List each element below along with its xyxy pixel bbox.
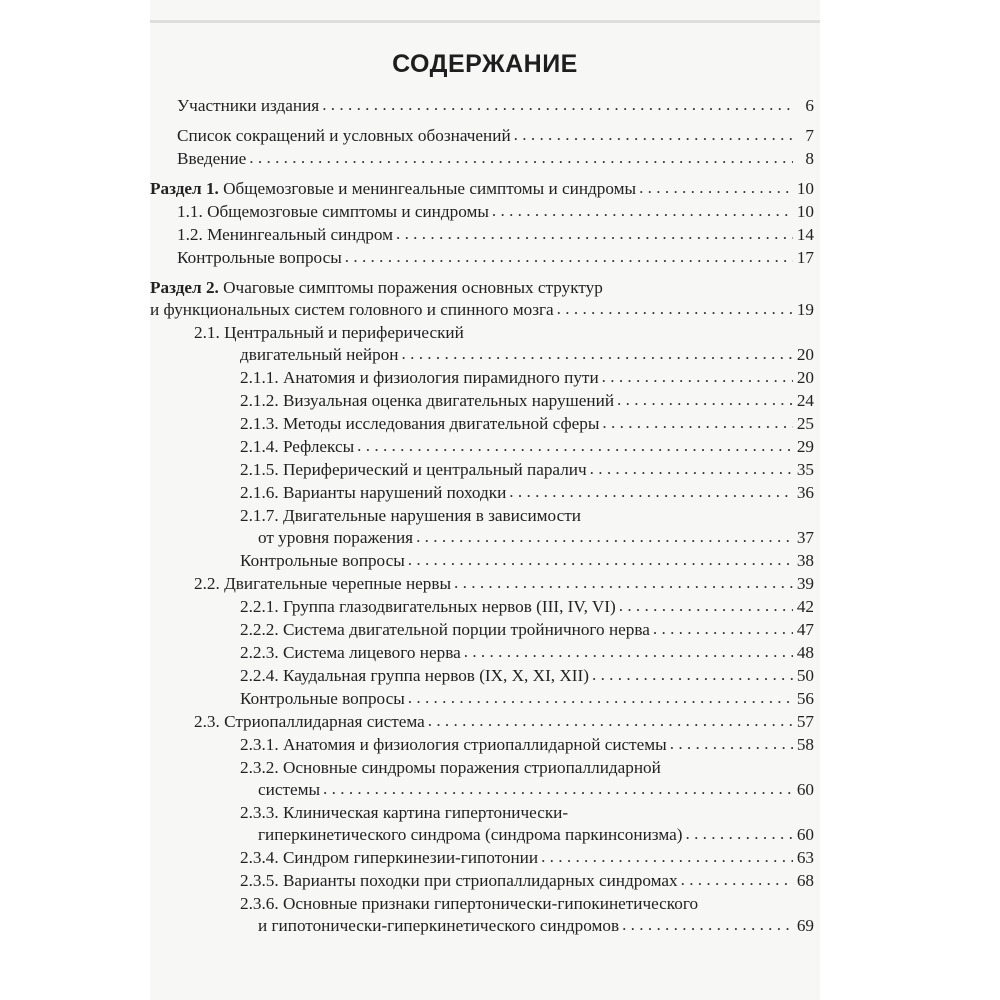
leader-dots <box>408 548 793 571</box>
page-number: 56 <box>796 689 814 708</box>
toc-entry: 2.2.1. Группа глазодвигательных нервов (III, IV, VI) . . . 42 <box>150 595 820 618</box>
page-number: 39 <box>796 574 814 593</box>
toc-entry: 1.2. Менингеальный синдром . . . 14 <box>150 223 820 246</box>
page-number: 37 <box>796 528 814 547</box>
page-number: 60 <box>796 780 814 799</box>
leader-dots <box>681 868 793 891</box>
leader-dots <box>357 434 793 457</box>
page-number: 47 <box>796 620 814 639</box>
leader-dots <box>670 732 793 755</box>
page-number: 10 <box>796 179 814 198</box>
leader-dots <box>514 123 793 146</box>
toc-section-entry-line1: Раздел 2. Очаговые симптомы поражения основных структур <box>150 278 603 297</box>
page-number: 19 <box>796 300 814 319</box>
toc-entry: 2.1.5. Периферический и центральный паралич . . . 35 <box>150 458 820 481</box>
page-header-rule <box>150 20 820 23</box>
toc-entry-line2: двигательный нейрон . . . 20 <box>150 344 820 366</box>
toc-entry: 2.2.2. Система двигательной порции тройничного нерва . . . 47 <box>150 618 820 641</box>
leader-dots <box>590 457 793 480</box>
leader-dots <box>464 640 793 663</box>
leader-dots <box>541 845 793 868</box>
toc-entry-line1: 2.3.3. Клиническая картина гипертонически- <box>240 803 569 822</box>
page-number: 7 <box>805 126 814 145</box>
leader-dots <box>619 594 793 617</box>
toc-entry: Участники издания . . . 6 <box>150 94 820 117</box>
leader-dots <box>685 823 793 845</box>
page-number: 48 <box>796 643 814 662</box>
toc-entry: 2.1.4. Рефлексы . . . 29 <box>150 435 820 458</box>
page-number: 10 <box>796 202 814 221</box>
toc-entry-line1: 2.3.2. Основные синдромы поражения стриопаллидарной <box>240 758 661 777</box>
page-number: 36 <box>796 483 814 502</box>
toc-entry-line2: системы . . . 60 <box>150 779 820 801</box>
toc-section-entry: Раздел 1. Общемозговые и менингеальные симптомы и синдромы . . . 10 <box>150 177 820 200</box>
toc-entry: Контрольные вопросы . . . 38 <box>150 549 820 572</box>
toc-entry: Контрольные вопросы . . . 56 <box>150 687 820 710</box>
leader-dots <box>592 663 793 686</box>
toc-entry: 2.1.2. Визуальная оценка двигательных нарушений . . . 24 <box>150 389 820 412</box>
leader-dots <box>622 914 793 936</box>
leader-dots <box>639 176 793 199</box>
toc-section-entry-line2: и функциональных систем головного и спинного мозга . . . 19 <box>150 299 820 321</box>
leader-dots <box>408 686 793 709</box>
leader-dots <box>557 298 793 320</box>
toc-entry: 2.3.4. Синдром гиперкинезии-гипотонии . . . 63 <box>150 846 820 869</box>
section-label: Раздел 2. <box>150 278 219 297</box>
toc-entry: 2.1.3. Методы исследования двигательной сферы . . . 25 <box>150 412 820 435</box>
leader-dots <box>602 365 793 388</box>
page-number: 42 <box>796 597 814 616</box>
page-number: 60 <box>796 825 814 844</box>
toc-entry: Введение . . . 8 <box>150 147 820 170</box>
toc-entry-line2: от уровня поражения . . . 37 <box>150 527 820 549</box>
toc-entry: 2.3. Стриопаллидарная система . . . 57 <box>150 710 820 733</box>
leader-dots <box>396 222 793 245</box>
toc-entry: 2.3.5. Варианты походки при стриопаллидарных синдромах . . . 68 <box>150 869 820 892</box>
leader-dots <box>509 480 793 503</box>
leader-dots <box>345 245 793 268</box>
page-title: СОДЕРЖАНИЕ <box>392 50 578 78</box>
toc-entry: Контрольные вопросы . . . 17 <box>150 246 820 269</box>
page-number: 29 <box>796 437 814 456</box>
page-number: 58 <box>796 735 814 754</box>
page-number: 63 <box>796 848 814 867</box>
book-page <box>150 0 820 1000</box>
page-number: 38 <box>796 551 814 570</box>
leader-dots <box>428 709 793 732</box>
page-number: 20 <box>796 345 814 364</box>
page-number: 25 <box>796 414 814 433</box>
toc-entry: 1.1. Общемозговые симптомы и синдромы . . . 10 <box>150 200 820 223</box>
toc-entry: 2.2.3. Система лицевого нерва . . . 48 <box>150 641 820 664</box>
leader-dots <box>249 146 793 169</box>
leader-dots <box>322 93 793 116</box>
toc-entry: 2.1.6. Варианты нарушений походки . . . 36 <box>150 481 820 504</box>
page-number: 69 <box>796 916 814 935</box>
page-number: 14 <box>796 225 814 244</box>
leader-dots <box>416 526 793 548</box>
toc-entry: 2.2.4. Каудальная группа нервов (IX, X, XI, XII) . . . 50 <box>150 664 820 687</box>
page-number: 24 <box>796 391 814 410</box>
section-label: Раздел 1. <box>150 179 219 198</box>
leader-dots <box>402 343 794 365</box>
leader-dots <box>617 388 793 411</box>
page-number: 6 <box>805 96 814 115</box>
leader-dots <box>653 617 793 640</box>
toc-entry: 2.1.1. Анатомия и физиология пирамидного пути . . . 20 <box>150 366 820 389</box>
page-number: 68 <box>796 871 814 890</box>
toc-entry-line2: гиперкинетического синдрома (синдрома паркинсонизма) . . . 60 <box>150 824 820 846</box>
leader-dots <box>602 411 793 434</box>
page-number: 50 <box>796 666 814 685</box>
leader-dots <box>454 571 793 594</box>
page-number: 57 <box>796 712 814 731</box>
toc-entry-line1: 2.1. Центральный и периферический <box>194 323 464 342</box>
toc-entry: Список сокращений и условных обозначений . . . 7 <box>150 124 820 147</box>
page-number: 20 <box>796 368 814 387</box>
toc-entry-line1: 2.3.6. Основные признаки гипертонически-гипокинетического <box>240 894 699 913</box>
toc-entry: 2.2. Двигательные черепные нервы . . . 39 <box>150 572 820 595</box>
page-number: 8 <box>805 149 814 168</box>
toc-entry-line1: 2.1.7. Двигательные нарушения в зависимости <box>240 506 581 525</box>
leader-dots <box>323 778 793 800</box>
toc-entry: 2.3.1. Анатомия и физиология стриопаллидарной системы . . . 58 <box>150 733 820 756</box>
page-number: 17 <box>796 248 814 267</box>
page-number: 35 <box>796 460 814 479</box>
table-of-contents <box>150 94 820 937</box>
toc-entry-line2: и гипотонически-гиперкинетического синдромов . . . 69 <box>150 915 820 937</box>
leader-dots <box>492 199 793 222</box>
